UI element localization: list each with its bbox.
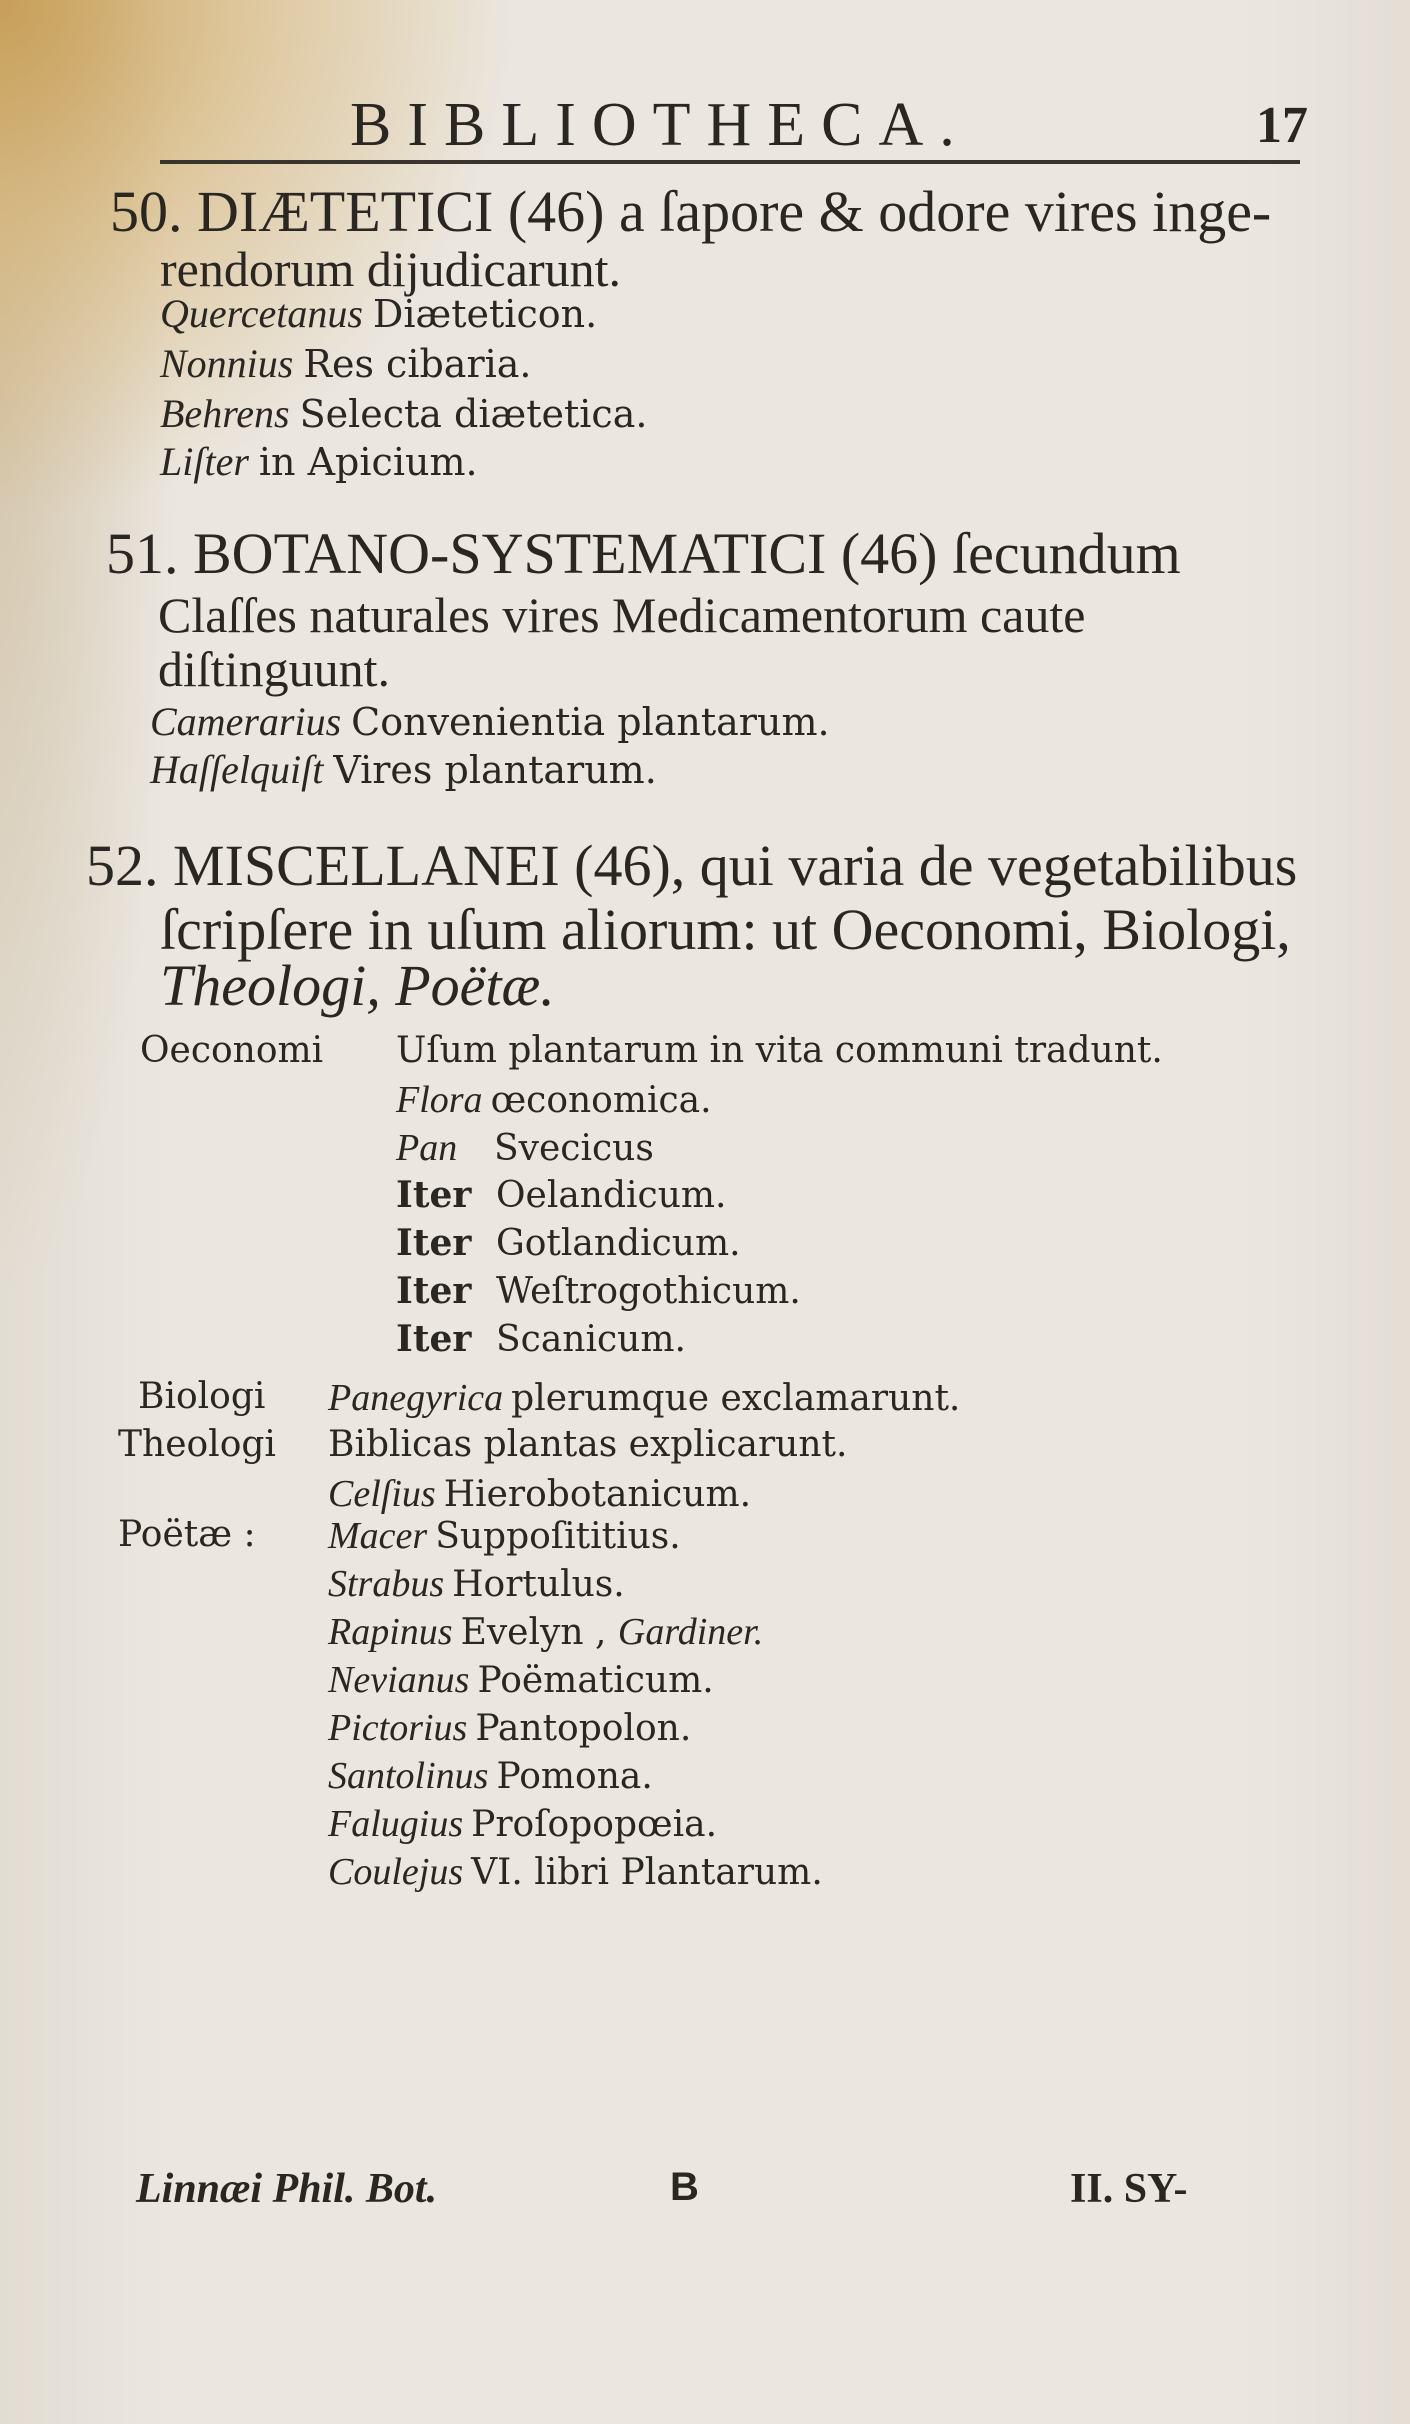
footer-author: Linnæi Phil. Bot. bbox=[136, 2166, 438, 2212]
work-title: Evelyn , bbox=[460, 1612, 607, 1653]
author-name: Pictorius bbox=[328, 1707, 468, 1749]
category-desc: plerumque exclamarunt. bbox=[511, 1378, 961, 1419]
work-name: Flora bbox=[396, 1079, 483, 1121]
signature-mark: B bbox=[670, 2165, 699, 2209]
author-name: Camerarius bbox=[150, 699, 342, 744]
poetae-entry bbox=[328, 1514, 681, 1558]
work-title: Svecicus bbox=[494, 1128, 654, 1169]
poetae-entry bbox=[328, 1754, 653, 1798]
poetae-entry bbox=[328, 1802, 717, 1846]
work-name: Panegyrica bbox=[328, 1377, 504, 1419]
work-title: Proſopopœia. bbox=[471, 1804, 718, 1845]
author-name: Gardiner. bbox=[617, 1611, 764, 1653]
work-title: Poëmaticum. bbox=[477, 1660, 714, 1701]
iter-label: Iter bbox=[396, 1270, 472, 1312]
section-51-line: diſtinguunt. bbox=[158, 641, 390, 697]
section-50-heading: 50. DIÆTETICI (46) a ſapore & odore vires inge- bbox=[110, 179, 1272, 244]
misc-entry bbox=[396, 1126, 654, 1170]
author-name: Rapinus bbox=[328, 1611, 453, 1653]
author-name: Macer bbox=[328, 1515, 428, 1557]
section-50-entry bbox=[160, 390, 647, 437]
author-name: Celſius bbox=[328, 1473, 436, 1515]
work-name: Pan bbox=[396, 1127, 458, 1169]
work-title: Suppoſititius. bbox=[435, 1516, 681, 1557]
work-title: Convenientia plantarum. bbox=[351, 700, 830, 744]
misc-entry bbox=[396, 1078, 712, 1122]
iter-place: Scanicum. bbox=[496, 1319, 686, 1360]
page-number: 17 bbox=[1256, 97, 1308, 154]
category-label-poetae: Poëtæ : bbox=[118, 1514, 256, 1555]
work-title: in Apicium. bbox=[258, 440, 478, 484]
section-50-entry bbox=[160, 438, 478, 485]
section-51-heading: 51. BOTANO-SYSTEMATICI (46) ſecundum bbox=[106, 521, 1181, 586]
poetae-entry bbox=[328, 1706, 691, 1750]
poetae-entry bbox=[328, 1610, 771, 1654]
misc-entry bbox=[328, 1472, 751, 1516]
section-52-line: ſcripſere in uſum aliorum: ut Oeconomi, Biologi, bbox=[160, 897, 1291, 962]
author-name: Strabus bbox=[328, 1563, 445, 1605]
work-title: Pomona. bbox=[496, 1756, 653, 1797]
iter-place: Gotlandicum. bbox=[496, 1223, 741, 1264]
section-50-heading-cont: rendorum dijudicarunt. bbox=[160, 241, 621, 297]
iter-place: Oelandicum. bbox=[496, 1175, 727, 1216]
author-name: Haſſelquiſt bbox=[150, 747, 324, 792]
work-title: Diæteticon. bbox=[372, 292, 598, 336]
author-name: Nevianus bbox=[328, 1659, 470, 1701]
section-51-entry bbox=[150, 746, 657, 793]
work-title: Pantopolon. bbox=[475, 1708, 692, 1749]
running-head: BIBLIOTHECA. bbox=[350, 91, 971, 159]
misc-entry bbox=[328, 1376, 960, 1420]
author-name: Coulejus bbox=[328, 1851, 464, 1893]
poetae-entry bbox=[328, 1562, 625, 1606]
section-52-line: Theologi, Poëtæ. bbox=[160, 953, 555, 1018]
category-label-oeconomi: Oeconomi bbox=[140, 1030, 324, 1071]
author-name: Liſter bbox=[160, 439, 249, 484]
header-rule bbox=[160, 160, 1300, 164]
author-name: Behrens bbox=[160, 391, 290, 436]
work-title: œconomica. bbox=[490, 1080, 712, 1121]
catchword: II. SY- bbox=[1070, 2166, 1188, 2212]
category-desc: Biblicas plantas explicarunt. bbox=[328, 1424, 848, 1465]
author-name: Santolinus bbox=[328, 1755, 489, 1797]
section-51-entry bbox=[150, 698, 830, 745]
author-name: Falugius bbox=[328, 1803, 464, 1845]
category-label-biologi: Biologi bbox=[138, 1376, 266, 1417]
iter-place: Weſtrogothicum. bbox=[496, 1271, 801, 1312]
work-title: Res cibaria. bbox=[303, 342, 532, 386]
author-name: Nonnius bbox=[160, 341, 294, 386]
work-title: Hierobotanicum. bbox=[443, 1474, 752, 1515]
iter-entry bbox=[396, 1222, 741, 1264]
category-desc: Uſum plantarum in vita communi tradunt. bbox=[396, 1030, 1163, 1071]
section-51-line: Claſſes naturales vires Medicamentorum caute bbox=[158, 587, 1086, 643]
iter-entry bbox=[396, 1270, 801, 1312]
work-title: Vires plantarum. bbox=[333, 748, 657, 792]
section-52-heading: 52. MISCELLANEI (46), qui varia de vegetabilibus bbox=[86, 833, 1298, 898]
section-50-entry bbox=[160, 290, 597, 337]
poetae-entry bbox=[328, 1850, 823, 1894]
iter-label: Iter bbox=[396, 1222, 472, 1264]
work-title: Selecta diætetica. bbox=[299, 392, 648, 436]
iter-entry bbox=[396, 1318, 686, 1360]
author-name: Quercetanus bbox=[160, 291, 363, 336]
category-label-theologi: Theologi bbox=[118, 1424, 276, 1465]
section-50-entry bbox=[160, 340, 532, 387]
poetae-entry bbox=[328, 1658, 714, 1702]
work-title: Hortulus. bbox=[452, 1564, 625, 1605]
iter-label: Iter bbox=[396, 1174, 472, 1216]
iter-label: Iter bbox=[396, 1318, 472, 1360]
iter-entry bbox=[396, 1174, 726, 1216]
work-title: VI. libri Plantarum. bbox=[471, 1852, 823, 1893]
